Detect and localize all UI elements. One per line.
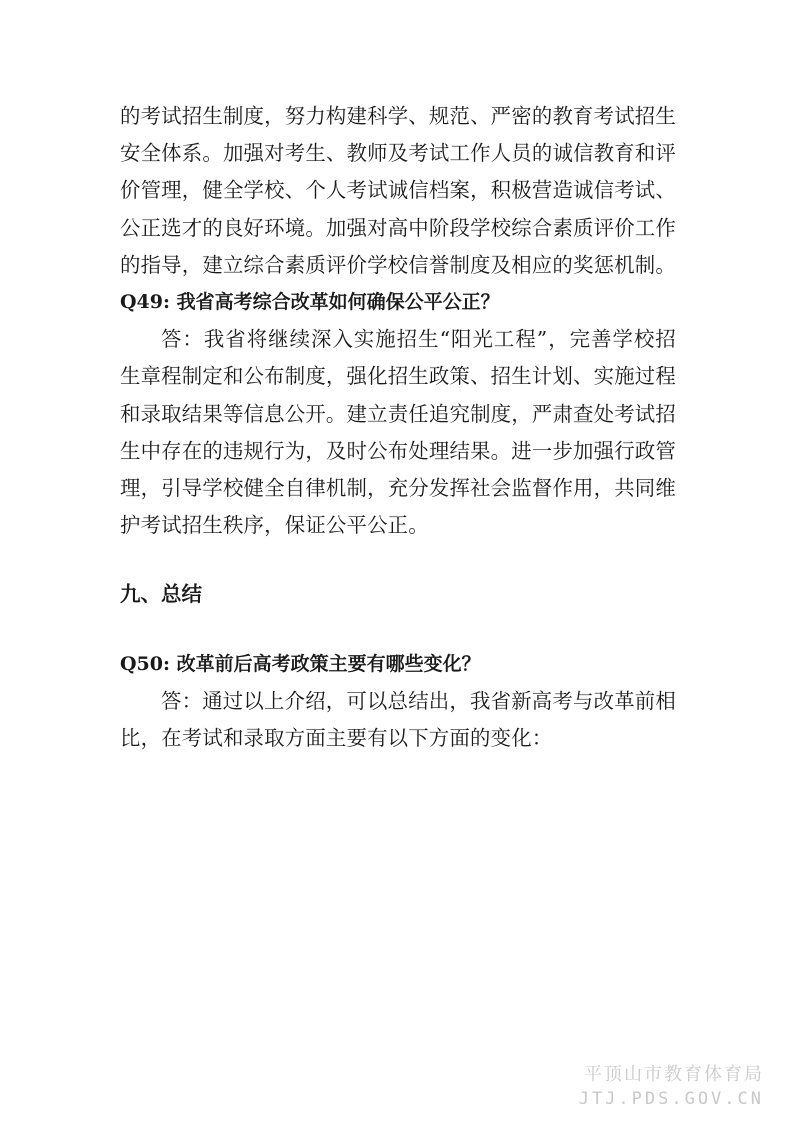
watermark-url: JTJ.PDS.GOV.CN — [578, 1089, 764, 1109]
watermark — [579, 1064, 764, 1112]
answer-q49: 答：我省将继续深入实施招生“阳光工程”，完善学校招生章程制定和公布制度，强化招生政策、招生计划、实施过程和录取结果等信息公开。建立责任追究制度，严肃查处考试招生中存在的违规行为，及时公布处理结果。进一步加强行政管理，引导学校健全自律机制，充分发挥社会监督作用，共同维护考试招生秩序，保证公平公正。 — [120, 327, 676, 538]
continuation-paragraph: 的考试招生制度，努力构建科学、规范、严密的教育考试招生安全体系。加强对考生、教师及考试工作人员的诚信教育和评价管理，健全学校、个人考试诚信档案，积极营造诚信考试、公正选才的良好环境。加强对高中阶段学校综合素质评价工作的指导，建立综合素质评价学校信誉制度及相应的奖惩机制。 — [120, 104, 676, 277]
answer-q50: 答：通过以上介绍，可以总结出，我省新高考与改革前相比，在考试和录取方面主要有以下方面的变化： — [120, 688, 676, 751]
question-q49: Q49: 我省高考综合改革如何确保公平公正？ — [120, 291, 500, 314]
spacer — [120, 614, 676, 646]
question-q50: Q50: 改革前后高考政策主要有哪些变化？ — [120, 652, 481, 675]
watermark-org-name: 平顶山市教育体育局 — [584, 1064, 764, 1085]
document-body — [120, 98, 676, 757]
spacer — [120, 544, 676, 576]
section-heading: 九、总结 — [120, 582, 202, 607]
